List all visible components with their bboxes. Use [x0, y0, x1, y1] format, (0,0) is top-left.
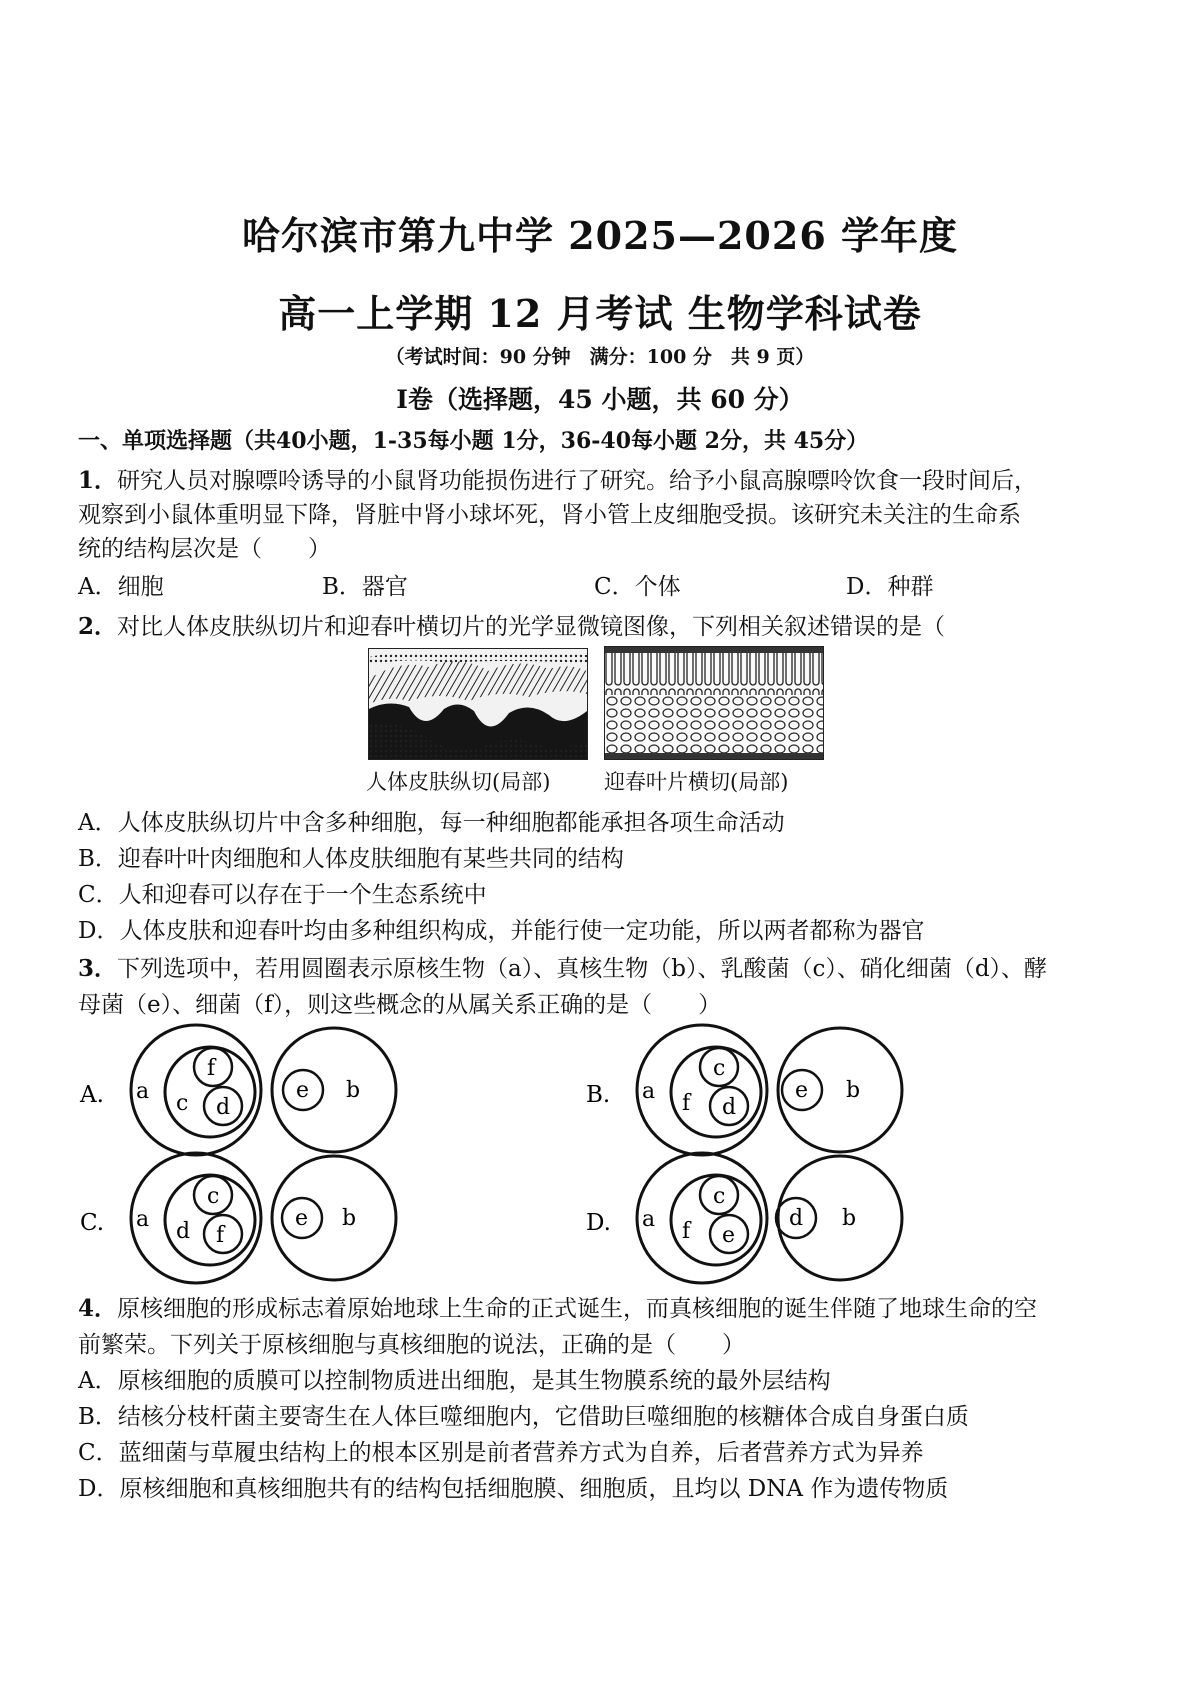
- venn-d-mid-letter: f: [682, 1219, 691, 1244]
- venn-b-graphic: [584, 1020, 924, 1160]
- skin-caption: 人体皮肤纵切(局部): [366, 770, 551, 794]
- q2-option-c: C．人和迎春可以存在于一个生态系统中: [78, 882, 487, 908]
- exam-info: （考试时间：90 分钟 满分：100 分 共 9 页）: [385, 346, 815, 368]
- q4-number: 4．: [78, 1295, 118, 1322]
- section-heading: 一、单项选择题（共40小题，1-35每小题 1分，36-40每小题 2分，共 45分）: [78, 428, 869, 454]
- venn-c-right-outer-letter: b: [342, 1206, 357, 1231]
- venn-c-bottom-letter: f: [216, 1223, 225, 1248]
- venn-a-right-inner-letter: e: [296, 1078, 310, 1103]
- q2-text: 对比人体皮肤纵切片和迎春叶横切片的光学显微镜图像，下列相关叙述错误的是（: [117, 614, 946, 640]
- venn-c-graphic: [78, 1148, 418, 1288]
- venn-c-label: C.: [80, 1210, 105, 1236]
- venn-a-top-letter: f: [207, 1056, 216, 1081]
- q4-option-d: D．原核细胞和真核细胞共有的结构包括细胞膜、细胞质，且均以 DNA 作为遗传物质: [78, 1476, 949, 1502]
- q3-number: 3．: [78, 955, 118, 982]
- q4-line-2: 前繁荣。下列关于原核细胞与真核细胞的说法，正确的是（ ）: [78, 1332, 745, 1358]
- venn-c-top-letter: c: [207, 1184, 220, 1209]
- q4-option-a: A．原核细胞的质膜可以控制物质进出细胞，是其生物膜系统的最外层结构: [78, 1368, 831, 1394]
- venn-d-graphic: [584, 1148, 924, 1288]
- venn-d-right-outer-letter: b: [842, 1206, 857, 1231]
- q2-stem: [78, 608, 945, 641]
- leaf-caption: 迎春叶片横切(局部): [604, 770, 789, 794]
- q2-option-a: A．人体皮肤纵切片中含多种细胞，每一种细胞都能承担各项生命活动: [78, 810, 785, 836]
- leaf-micrograph-graphic: [605, 647, 823, 759]
- skin-micrograph-graphic: [369, 649, 587, 759]
- venn-a-label: A.: [80, 1082, 104, 1108]
- q2-option-d: D．人体皮肤和迎春叶均由多种组织构成，并能行使一定功能，所以两者都称为器官: [78, 918, 925, 944]
- volume-heading: I卷（选择题，45 小题，共 60 分）: [396, 385, 804, 414]
- venn-d-bottom-letter: e: [722, 1223, 736, 1248]
- q1-option-b: B．器官: [322, 574, 408, 600]
- skin-micrograph: [368, 648, 588, 760]
- q2-option-b: B．迎春叶叶肉细胞和人体皮肤细胞有某些共同的结构: [78, 846, 624, 872]
- venn-d-outer-letter: a: [642, 1207, 656, 1232]
- q2-number: 2．: [78, 613, 118, 640]
- q4-text: 原核细胞的形成标志着原始地球上生命的正式诞生，而真核细胞的诞生伴随了地球生命的空: [117, 1296, 1038, 1322]
- q1-option-a: A．细胞: [78, 574, 164, 600]
- venn-b-label: B.: [586, 1082, 611, 1108]
- venn-b-mid-letter: f: [682, 1091, 691, 1116]
- q3-text: 下列选项中，若用圆圈表示原核生物（a）、真核生物（b）、乳酸菌（c）、硝化细菌（d）、酵: [117, 956, 1048, 982]
- q1-option-c: C．个体: [594, 574, 681, 600]
- venn-b-outer-letter: a: [642, 1079, 656, 1104]
- venn-b-right-inner-letter: e: [795, 1078, 809, 1103]
- venn-option-a: [78, 1020, 418, 1164]
- exam-title: 高一上学期 12 月考试 生物学科试卷: [278, 291, 922, 336]
- venn-c-outer-letter: a: [136, 1207, 150, 1232]
- venn-b-top-letter: c: [713, 1056, 726, 1081]
- venn-d-top-letter: c: [713, 1184, 726, 1209]
- q3-line-2: 母菌（e）、细菌（f），则这些概念的从属关系正确的是（ ）: [78, 992, 722, 1018]
- q1-text: 研究人员对腺嘌呤诱导的小鼠肾功能损伤进行了研究。给予小鼠高腺嘌呤饮食一段时间后，: [117, 468, 1038, 494]
- q1-option-d: D．种群: [846, 574, 934, 600]
- venn-d-label: D.: [586, 1210, 611, 1236]
- q4-line-1: [78, 1290, 1037, 1323]
- venn-option-c: [78, 1148, 418, 1292]
- q1-number: 1．: [78, 467, 118, 494]
- venn-c-mid-letter: d: [176, 1219, 191, 1244]
- venn-d-right-inner-letter: d: [789, 1206, 804, 1231]
- school-title: 哈尔滨市第九中学 2025—2026 学年度: [242, 213, 958, 258]
- venn-a-outer-letter: a: [136, 1079, 150, 1104]
- q1-line-3: 统的结构层次是（ ）: [78, 536, 331, 562]
- leaf-micrograph: [604, 646, 824, 760]
- venn-a-mid-letter: c: [176, 1091, 189, 1116]
- venn-c-right-inner-letter: e: [295, 1206, 309, 1231]
- venn-option-b: [584, 1020, 924, 1164]
- venn-a-right-outer-letter: b: [346, 1078, 361, 1103]
- venn-option-d: [584, 1148, 924, 1292]
- q1-line-2: 观察到小鼠体重明显下降，肾脏中肾小球坏死，肾小管上皮细胞受损。该研究未关注的生命系: [78, 502, 1021, 528]
- q4-option-b: B．结核分枝杆菌主要寄生在人体巨噬细胞内，它借助巨噬细胞的核糖体合成自身蛋白质: [78, 1404, 969, 1430]
- q4-option-c: C．蓝细菌与草履虫结构上的根本区别是前者营养方式为自养，后者营养方式为异养: [78, 1440, 924, 1466]
- q3-line-1: [78, 950, 1047, 983]
- venn-b-bottom-letter: d: [722, 1095, 737, 1120]
- q1-line-1: [78, 462, 1037, 495]
- venn-a-graphic: [78, 1020, 418, 1160]
- venn-a-bottom-letter: d: [216, 1095, 231, 1120]
- venn-b-right-outer-letter: b: [846, 1078, 861, 1103]
